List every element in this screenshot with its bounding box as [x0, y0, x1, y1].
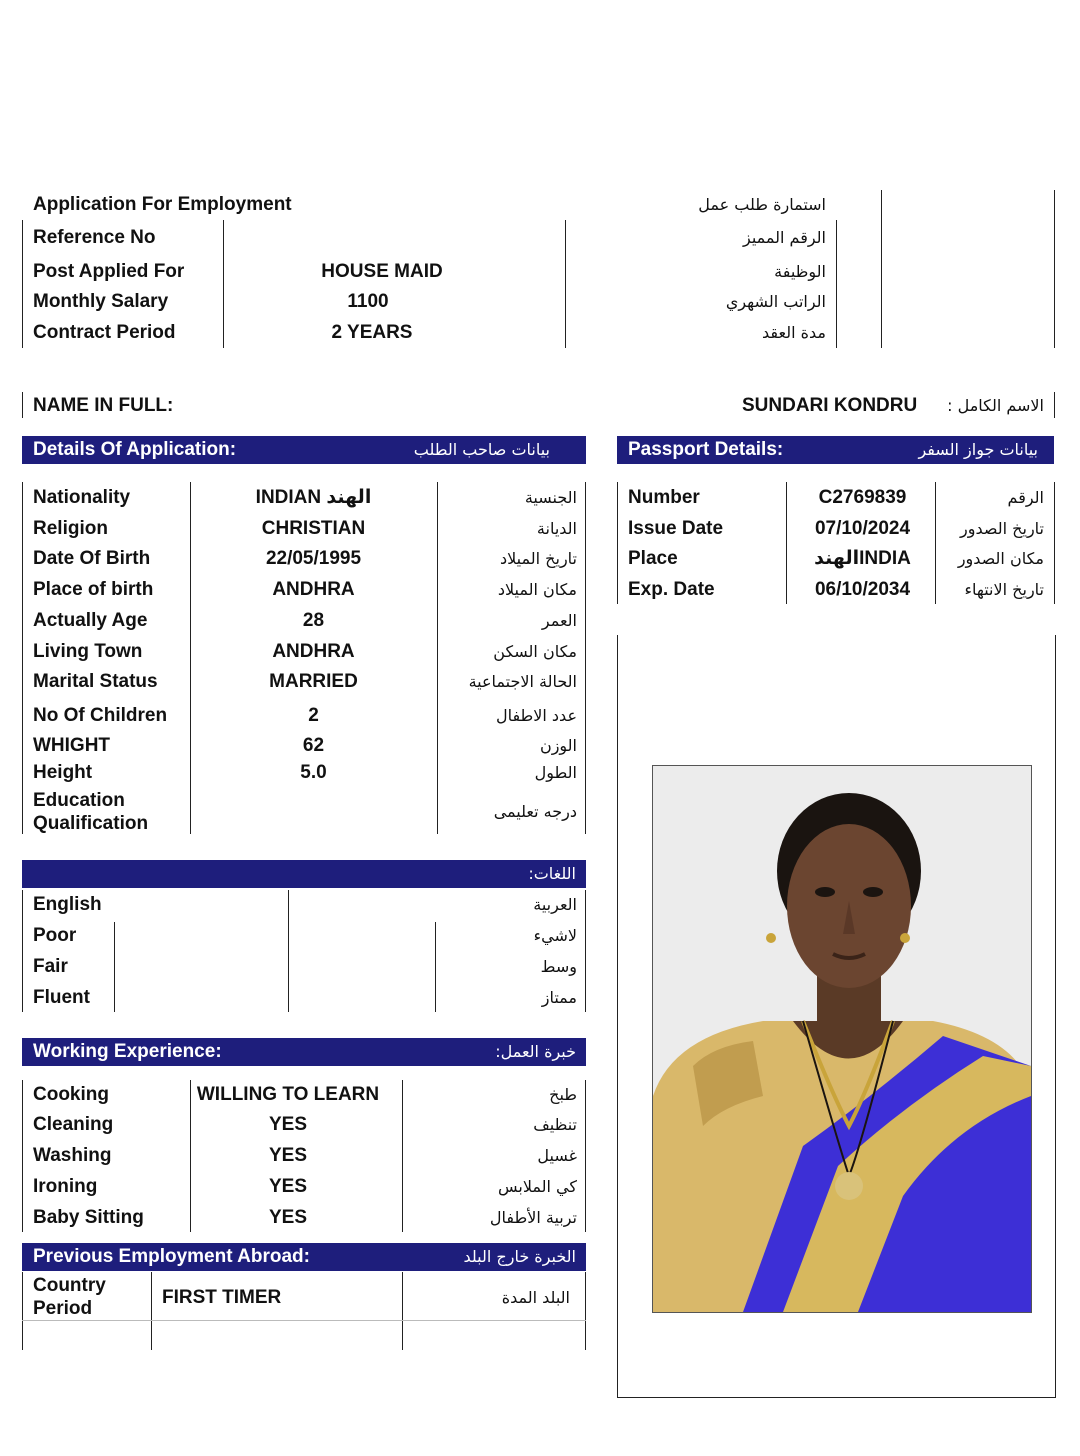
- experience-label-ar: كي الملابس: [497, 1177, 577, 1196]
- education-label-ar: درجه تعليمى: [493, 802, 577, 821]
- passport-value: الهندINDIA: [814, 548, 911, 569]
- experience-value: WILLING TO LEARN: [196, 1084, 380, 1105]
- reference-label: Reference No: [33, 227, 156, 248]
- form-title-ar: استمارة طلب عمل: [698, 195, 826, 214]
- details-heading-ar: بيانات صاحب الطلب: [413, 440, 550, 459]
- details-label: Place of birth: [33, 579, 154, 600]
- education-label-1: Education: [33, 790, 125, 811]
- post-label-ar: الوظيفة: [774, 262, 826, 281]
- applicant-photo: [652, 765, 1032, 1313]
- name-value: SUNDARI KONDRU: [742, 395, 918, 416]
- details-label-ar: تاريخ الميلاد: [500, 549, 577, 568]
- language-english: English: [33, 894, 102, 915]
- passport-value: 07/10/2024: [814, 518, 911, 539]
- passport-value: C2769839: [818, 487, 907, 508]
- previous-heading: Previous Employment Abroad:: [33, 1246, 310, 1267]
- form-title: Application For Employment: [33, 194, 292, 215]
- experience-value: YES: [268, 1114, 308, 1135]
- previous-label-ar: البلد المدة: [501, 1288, 570, 1307]
- post-value: HOUSE MAID: [321, 261, 443, 282]
- details-label-ar: مكان الميلاد: [497, 580, 577, 599]
- details-heading-bar: [22, 436, 586, 464]
- passport-label-ar: الرقم: [1007, 488, 1044, 507]
- experience-label-ar: طبخ: [549, 1085, 577, 1104]
- previous-heading-ar: الخبرة خارج البلد: [463, 1247, 576, 1266]
- details-label-ar: الطول: [534, 763, 577, 782]
- details-label-ar: الوزن: [539, 736, 577, 755]
- details-value: ANDHRA: [272, 641, 355, 662]
- passport-label: Exp. Date: [628, 579, 715, 600]
- details-value: 62: [302, 735, 325, 756]
- details-value: ANDHRA: [272, 579, 355, 600]
- details-value: 5.0: [300, 762, 327, 783]
- passport-value: 06/10/2034: [814, 579, 911, 600]
- previous-heading-bar: [22, 1243, 586, 1271]
- passport-label: Number: [628, 487, 700, 508]
- level-fluent-ar: ممتاز: [541, 988, 577, 1007]
- details-label-ar: عدد الاطفال: [495, 706, 577, 725]
- experience-label-ar: غسيل: [537, 1146, 577, 1165]
- passport-label-ar: تاريخ الصدور: [960, 519, 1044, 538]
- previous-value: FIRST TIMER: [162, 1287, 282, 1308]
- salary-label-ar: الراتب الشهري: [725, 292, 826, 311]
- experience-label-ar: تربية الأطفال: [489, 1208, 577, 1227]
- contract-label-ar: مدة العقد: [762, 323, 826, 342]
- name-label: NAME IN FULL:: [33, 395, 174, 416]
- contract-label: Contract Period: [33, 322, 176, 343]
- details-label: No Of Children: [33, 705, 168, 726]
- reference-label-ar: الرقم المميز: [742, 228, 826, 247]
- details-label: Marital Status: [33, 671, 158, 692]
- experience-label: Cooking: [33, 1084, 109, 1105]
- details-label-ar: العمر: [541, 611, 577, 630]
- experience-heading: Working Experience:: [33, 1041, 222, 1062]
- level-poor-ar: لاشيء: [533, 926, 577, 945]
- experience-label: Cleaning: [33, 1114, 114, 1135]
- passport-heading: Passport Details:: [628, 439, 784, 460]
- period-label: Period: [33, 1298, 93, 1319]
- experience-value: YES: [268, 1176, 308, 1197]
- passport-label: Place: [628, 548, 678, 569]
- passport-label-ar: تاريخ الانتهاء: [964, 580, 1044, 599]
- experience-label-ar: تنظيف: [533, 1115, 577, 1134]
- details-label: Date Of Birth: [33, 548, 151, 569]
- details-label-ar: مكان السكن: [493, 642, 577, 661]
- name-label-ar: الاسم الكامل :: [947, 396, 1044, 415]
- passport-label-ar: مكان الصدور: [957, 549, 1044, 568]
- details-label: Living Town: [33, 641, 143, 662]
- applicant-portrait-illustration: [653, 766, 1031, 1312]
- contract-value: 2 YEARS: [331, 322, 413, 343]
- level-fair: Fair: [33, 956, 68, 977]
- details-value: MARRIED: [269, 671, 358, 692]
- experience-value: YES: [268, 1145, 308, 1166]
- experience-label: Washing: [33, 1145, 112, 1166]
- salary-value: 1100: [347, 291, 389, 312]
- languages-heading-bar: [22, 860, 586, 888]
- details-label-ar: الجنسية: [524, 488, 577, 507]
- details-value: 22/05/1995: [265, 548, 362, 569]
- details-value: 2: [308, 705, 319, 726]
- language-arabic: العربية: [533, 895, 577, 914]
- passport-heading-ar: بيانات جواز السفر: [918, 440, 1038, 459]
- details-value: 28: [302, 610, 325, 631]
- languages-heading-ar: اللغات:: [528, 864, 576, 883]
- level-fluent: Fluent: [33, 987, 90, 1008]
- level-poor: Poor: [33, 925, 77, 946]
- experience-value: YES: [268, 1207, 308, 1228]
- details-label: Height: [33, 762, 93, 783]
- country-label: Country: [33, 1275, 106, 1296]
- details-label: Nationality: [33, 487, 131, 508]
- details-value: INDIAN الهند: [255, 487, 372, 508]
- details-label: Religion: [33, 518, 108, 539]
- passport-heading-bar: [617, 436, 1054, 464]
- experience-heading-bar: [22, 1038, 586, 1066]
- details-value: CHRISTIAN: [261, 518, 366, 539]
- details-label-ar: الديانة: [536, 519, 577, 538]
- details-label: WHIGHT: [33, 735, 111, 756]
- passport-label: Issue Date: [628, 518, 724, 539]
- level-fair-ar: وسط: [540, 957, 577, 976]
- post-label: Post Applied For: [33, 261, 185, 282]
- details-label: Actually Age: [33, 610, 148, 631]
- education-label-2: Qualification: [33, 813, 149, 834]
- details-heading: Details Of Application:: [33, 439, 237, 460]
- details-label-ar: الحالة الاجتماعية: [468, 672, 577, 691]
- salary-label: Monthly Salary: [33, 291, 169, 312]
- experience-label: Baby Sitting: [33, 1207, 144, 1228]
- experience-label: Ironing: [33, 1176, 98, 1197]
- experience-heading-ar: خبرة العمل:: [495, 1042, 576, 1061]
